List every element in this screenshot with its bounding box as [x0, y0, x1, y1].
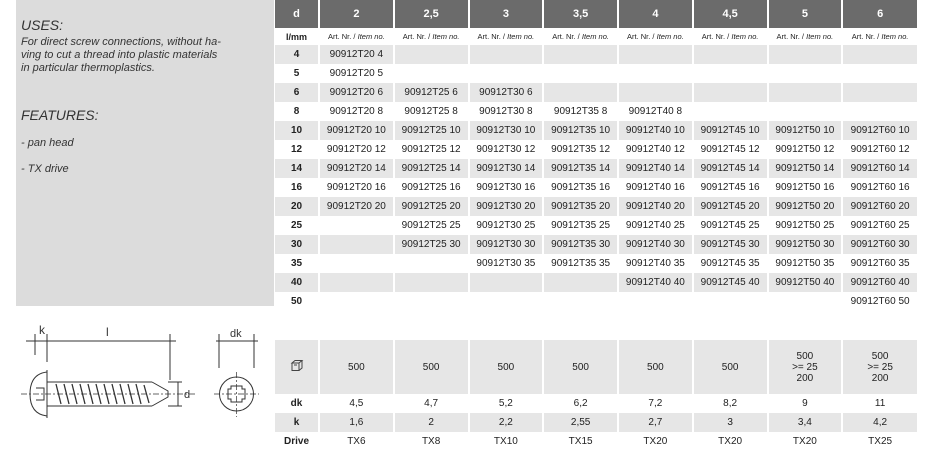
item-number-header	[319, 28, 394, 45]
item-number-cell: 90912T25 8	[394, 102, 469, 121]
length-cell: 30	[275, 235, 319, 254]
item-number-cell: 90912T40 30	[618, 235, 693, 254]
item-number-cell: 90912T45 14	[693, 159, 768, 178]
item-number-cell	[842, 64, 917, 83]
table-row	[275, 45, 917, 64]
item-number-cell: 90912T60 25	[842, 216, 917, 235]
item-number-cell: 90912T30 8	[469, 102, 544, 121]
item-label-en: Item no.	[432, 32, 460, 41]
item-number-cell: 90912T30 10	[469, 121, 544, 140]
item-number-cell: 90912T60 30	[842, 235, 917, 254]
item-number-cell: 90912T60 20	[842, 197, 917, 216]
item-number-cell	[768, 45, 843, 64]
item-number-cell	[543, 83, 618, 102]
item-number-cell: 90912T30 20	[469, 197, 544, 216]
table-row	[275, 197, 917, 216]
item-number-header	[543, 28, 618, 45]
item-number-cell: 90912T20 6	[319, 83, 394, 102]
item-number-cell: 90912T50 40	[768, 273, 843, 292]
uses-heading: USES:	[21, 17, 64, 33]
diameter-header: 2,5	[394, 0, 469, 28]
item-number-cell: 90912T45 12	[693, 140, 768, 159]
item-number-cell: 90912T35 8	[543, 102, 618, 121]
item-number-cell	[394, 254, 469, 273]
package-quantity-cell: 500	[394, 340, 469, 394]
length-label: l/mm	[275, 28, 319, 45]
drive-value-cell: TX15	[543, 432, 618, 451]
item-label-en: Item no.	[806, 32, 834, 41]
item-number-cell	[842, 102, 917, 121]
item-label-de: Art. Nr. /	[477, 32, 508, 41]
diameter-header-row	[275, 0, 917, 28]
subheader-row	[275, 28, 917, 45]
item-number-cell: 90912T60 10	[842, 121, 917, 140]
item-number-cell: 90912T30 35	[469, 254, 544, 273]
item-number-cell: 90912T30 12	[469, 140, 544, 159]
item-number-cell	[693, 64, 768, 83]
item-label-de: Art. Nr. /	[627, 32, 657, 41]
d-dimension-label: d	[184, 389, 191, 401]
item-number-cell: 90912T35 10	[543, 121, 618, 140]
item-number-cell: 90912T20 20	[319, 197, 394, 216]
item-number-cell: 90912T35 30	[543, 235, 618, 254]
item-label-de: Art. Nr. /	[701, 32, 732, 41]
length-cell: 14	[275, 159, 319, 178]
item-number-cell	[543, 45, 618, 64]
feature-item: - TX drive	[21, 163, 69, 175]
item-label-en: Item no.	[881, 32, 909, 41]
item-number-cell	[543, 292, 618, 311]
item-number-cell: 90912T40 20	[618, 197, 693, 216]
item-number-cell	[768, 102, 843, 121]
item-number-cell	[394, 45, 469, 64]
dk-value-cell: 4,7	[394, 394, 469, 413]
item-number-cell: 90912T40 25	[618, 216, 693, 235]
package-quantity-cell: 500 >= 25 200	[842, 340, 917, 394]
item-number-cell	[394, 64, 469, 83]
item-number-cell	[693, 102, 768, 121]
length-cell: 5	[275, 64, 319, 83]
package-quantity-cell: 500	[543, 340, 618, 394]
length-cell: 20	[275, 197, 319, 216]
k-value-cell: 2,7	[618, 413, 693, 432]
diameter-header: 3	[469, 0, 544, 28]
item-number-cell: 90912T50 35	[768, 254, 843, 273]
item-number-cell: 90912T45 40	[693, 273, 768, 292]
item-number-cell	[469, 45, 544, 64]
item-number-cell: 90912T60 12	[842, 140, 917, 159]
item-number-cell: 90912T20 16	[319, 178, 394, 197]
item-number-cell: 90912T30 30	[469, 235, 544, 254]
item-number-cell	[618, 83, 693, 102]
item-number-cell: 90912T45 30	[693, 235, 768, 254]
k-value-cell: 2,55	[543, 413, 618, 432]
k-value-cell: 3,4	[768, 413, 843, 432]
item-number-cell: 90912T20 5	[319, 64, 394, 83]
k-value-cell: 1,6	[319, 413, 394, 432]
l-dimension-label: l	[106, 325, 109, 339]
package-row	[275, 340, 917, 394]
item-number-cell: 90912T40 8	[618, 102, 693, 121]
length-cell: 16	[275, 178, 319, 197]
item-number-cell: 90912T40 40	[618, 273, 693, 292]
item-number-cell	[618, 292, 693, 311]
table-row	[275, 273, 917, 292]
item-number-cell: 90912T40 35	[618, 254, 693, 273]
feature-item: - pan head	[21, 137, 74, 149]
package-quantity-cell: 500	[469, 340, 544, 394]
dk-value-cell: 8,2	[693, 394, 768, 413]
item-label-en: Item no.	[731, 32, 759, 41]
k-value-cell: 3	[693, 413, 768, 432]
table-row	[275, 159, 917, 178]
table-row	[275, 235, 917, 254]
item-number-cell	[319, 273, 394, 292]
item-number-cell: 90912T20 8	[319, 102, 394, 121]
item-number-header	[618, 28, 693, 45]
dk-value-cell: 4,5	[319, 394, 394, 413]
item-label-en: Item no.	[581, 32, 609, 41]
item-number-header	[469, 28, 544, 45]
item-number-cell: 90912T25 10	[394, 121, 469, 140]
item-number-cell: 90912T20 10	[319, 121, 394, 140]
item-number-cell: 90912T50 20	[768, 197, 843, 216]
item-label-de: Art. Nr. /	[851, 32, 882, 41]
item-number-cell: 90912T45 35	[693, 254, 768, 273]
k-value-cell: 4,2	[842, 413, 917, 432]
item-number-cell	[543, 273, 618, 292]
description-panel	[16, 0, 274, 306]
item-number-cell	[618, 45, 693, 64]
k-dimension-label: k	[39, 323, 45, 337]
item-number-cell: 90912T45 16	[693, 178, 768, 197]
length-cell: 10	[275, 121, 319, 140]
drive-value-cell: TX20	[768, 432, 843, 451]
item-number-cell	[469, 292, 544, 311]
table-row	[275, 102, 917, 121]
item-number-header	[768, 28, 843, 45]
package-quantity-cell: 500	[618, 340, 693, 394]
item-number-cell: 90912T20 14	[319, 159, 394, 178]
item-label-en: Item no.	[656, 32, 684, 41]
drive-value-cell: TX25	[842, 432, 917, 451]
package-quantity-cell: 500	[319, 340, 394, 394]
item-number-cell	[319, 235, 394, 254]
item-number-cell: 90912T50 10	[768, 121, 843, 140]
table-row	[275, 254, 917, 273]
item-number-cell	[469, 64, 544, 83]
dk-label: dk	[275, 394, 319, 413]
item-number-cell	[319, 292, 394, 311]
length-cell: 4	[275, 45, 319, 64]
item-number-cell	[319, 254, 394, 273]
item-number-cell: 90912T35 25	[543, 216, 618, 235]
item-number-cell: 90912T60 40	[842, 273, 917, 292]
item-number-cell: 90912T20 4	[319, 45, 394, 64]
diameter-header: 4,5	[693, 0, 768, 28]
item-label-de: Art. Nr. /	[552, 32, 582, 41]
drive-value-cell: TX6	[319, 432, 394, 451]
item-number-cell	[693, 83, 768, 102]
item-number-cell: 90912T60 35	[842, 254, 917, 273]
item-number-cell	[469, 273, 544, 292]
length-cell: 35	[275, 254, 319, 273]
table-row	[275, 292, 917, 311]
item-number-cell: 90912T40 16	[618, 178, 693, 197]
item-number-cell	[618, 64, 693, 83]
drive-row	[275, 432, 917, 451]
item-number-cell: 90912T50 30	[768, 235, 843, 254]
k-label: k	[275, 413, 319, 432]
item-number-cell: 90912T25 16	[394, 178, 469, 197]
diameter-header: 2	[319, 0, 394, 28]
dk-value-cell: 11	[842, 394, 917, 413]
dk-value-cell: 9	[768, 394, 843, 413]
item-number-cell: 90912T35 14	[543, 159, 618, 178]
item-number-cell	[319, 216, 394, 235]
item-number-cell: 90912T35 16	[543, 178, 618, 197]
table-row	[275, 216, 917, 235]
item-number-cell	[394, 292, 469, 311]
drive-value-cell: TX20	[693, 432, 768, 451]
item-number-cell: 90912T20 12	[319, 140, 394, 159]
item-number-cell: 90912T25 25	[394, 216, 469, 235]
spec-table	[275, 340, 917, 451]
k-value-cell: 2	[394, 413, 469, 432]
item-label-en: Item no.	[507, 32, 535, 41]
item-label-en: Item no.	[357, 32, 385, 41]
item-number-cell: 90912T35 12	[543, 140, 618, 159]
item-number-cell: 90912T50 25	[768, 216, 843, 235]
length-cell: 50	[275, 292, 319, 311]
item-label-de: Art. Nr. /	[328, 32, 358, 41]
item-number-cell: 90912T45 25	[693, 216, 768, 235]
item-number-cell: 90912T50 16	[768, 178, 843, 197]
package-quantity-cell: 500 >= 25 200	[768, 340, 843, 394]
diameter-header: 6	[842, 0, 917, 28]
features-list	[21, 124, 271, 189]
item-number-cell: 90912T50 14	[768, 159, 843, 178]
screw-technical-drawing	[16, 322, 271, 452]
item-number-cell: 90912T25 30	[394, 235, 469, 254]
uses-text: For direct screw connections, without ha- ving to cut a thread into plastic materials in particular thermoplastics.	[21, 36, 221, 74]
item-number-cell	[842, 83, 917, 102]
item-number-cell	[768, 292, 843, 311]
item-number-header	[693, 28, 768, 45]
drive-value-cell: TX20	[618, 432, 693, 451]
dk-value-cell: 7,2	[618, 394, 693, 413]
item-number-cell: 90912T25 20	[394, 197, 469, 216]
drive-value-cell: TX10	[469, 432, 544, 451]
corner-label: d	[275, 0, 319, 28]
package-quantity-cell: 500	[693, 340, 768, 394]
length-cell: 8	[275, 102, 319, 121]
item-label-de: Art. Nr. /	[776, 32, 807, 41]
item-number-cell	[693, 292, 768, 311]
item-number-cell	[693, 45, 768, 64]
item-number-cell: 90912T40 10	[618, 121, 693, 140]
diameter-header: 5	[768, 0, 843, 28]
drive-value-cell: TX8	[394, 432, 469, 451]
item-number-cell: 90912T45 10	[693, 121, 768, 140]
table-row	[275, 83, 917, 102]
item-number-cell: 90912T30 6	[469, 83, 544, 102]
dk-value-cell: 5,2	[469, 394, 544, 413]
item-number-cell: 90912T40 14	[618, 159, 693, 178]
item-number-header	[842, 28, 917, 45]
dk-row	[275, 394, 917, 413]
item-number-cell: 90912T35 35	[543, 254, 618, 273]
table-row	[275, 121, 917, 140]
drive-label: Drive	[275, 432, 319, 451]
package-label	[275, 340, 319, 394]
article-number-table	[275, 0, 917, 311]
diameter-header: 3,5	[543, 0, 618, 28]
item-number-header	[394, 28, 469, 45]
k-value-cell: 2,2	[469, 413, 544, 432]
table-row	[275, 64, 917, 83]
length-cell: 40	[275, 273, 319, 292]
dk-value-cell: 6,2	[543, 394, 618, 413]
item-number-cell	[543, 64, 618, 83]
item-number-cell: 90912T60 16	[842, 178, 917, 197]
item-number-cell: 90912T60 14	[842, 159, 917, 178]
item-number-cell: 90912T25 12	[394, 140, 469, 159]
length-cell: 6	[275, 83, 319, 102]
item-number-cell: 90912T30 25	[469, 216, 544, 235]
item-number-cell: 90912T25 6	[394, 83, 469, 102]
item-label-de: Art. Nr. /	[402, 32, 433, 41]
item-number-cell	[768, 64, 843, 83]
table-row	[275, 140, 917, 159]
dk-dimension-label: dk	[230, 328, 242, 340]
length-cell: 12	[275, 140, 319, 159]
k-row	[275, 413, 917, 432]
item-number-cell: 90912T30 14	[469, 159, 544, 178]
item-number-cell: 90912T30 16	[469, 178, 544, 197]
item-number-cell: 90912T60 50	[842, 292, 917, 311]
package-box-icon	[290, 359, 304, 372]
item-number-cell: 90912T45 20	[693, 197, 768, 216]
features-heading: FEATURES:	[21, 107, 99, 123]
length-cell: 25	[275, 216, 319, 235]
item-number-cell	[394, 273, 469, 292]
item-number-cell: 90912T25 14	[394, 159, 469, 178]
table-row	[275, 178, 917, 197]
diameter-header: 4	[618, 0, 693, 28]
item-number-cell: 90912T35 20	[543, 197, 618, 216]
item-number-cell	[842, 45, 917, 64]
item-number-cell	[768, 83, 843, 102]
item-number-cell: 90912T40 12	[618, 140, 693, 159]
item-number-cell: 90912T50 12	[768, 140, 843, 159]
